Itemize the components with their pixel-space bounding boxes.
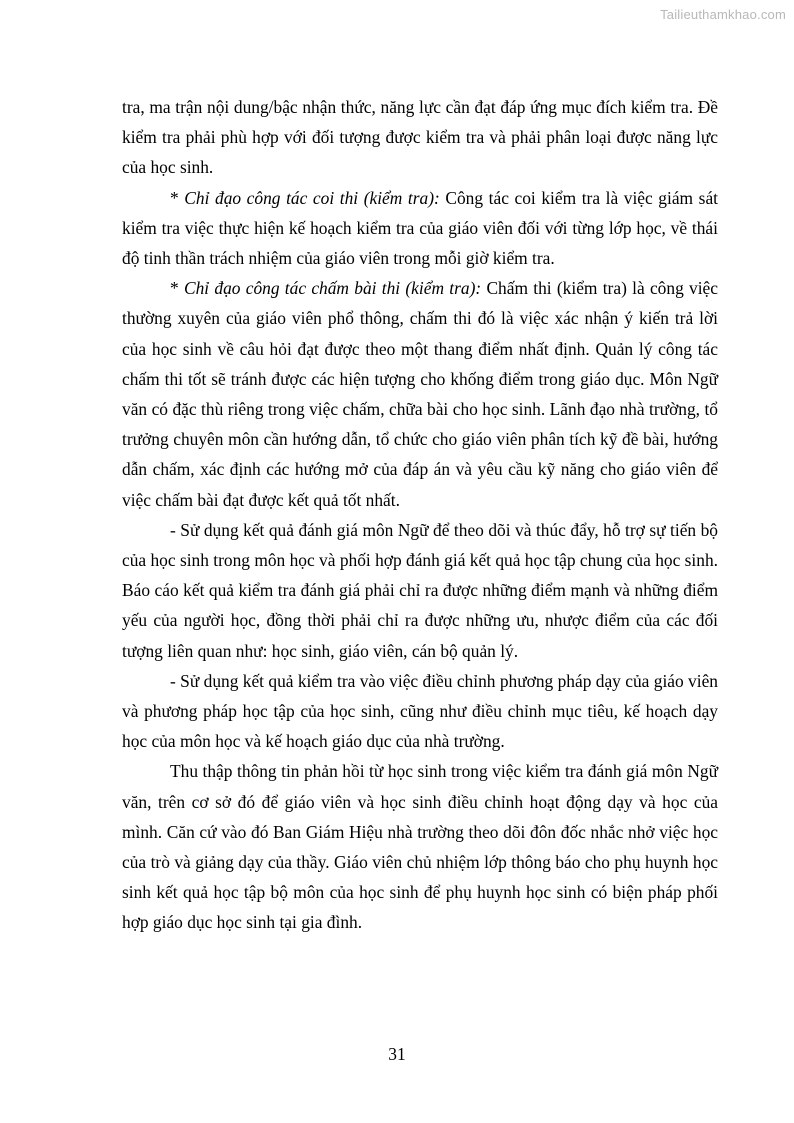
paragraph-continuation: tra, ma trận nội dung/bậc nhận thức, năng lực cần đạt đáp ứng mục đích kiểm tra. Đề kiểm tra phải phù hợp với đối tượng được kiểm tra và phải phân loại được năng lực của học sinh.	[122, 97, 718, 178]
page-number: 31	[388, 1044, 406, 1064]
paragraph-text: Công tác coi kiểm tra là việc giám sát kiểm tra việc thực hiện kế hoạch kiểm tra của giáo viên đối với từng lớp học, về thái độ tinh thần trách nhiệm của giáo viên trong mỗi giờ kiểm tra.	[122, 187, 718, 269]
section-heading-exam-grading: Chỉ đạo công tác chấm bài thi (kiểm tra):	[183, 278, 482, 299]
paragraph-collect-feedback: Thu thập thông tin phản hồi từ học sinh trong việc kiểm tra đánh giá môn Ngữ văn, trên cơ sở đó để giáo viên và học sinh điều chỉnh hoạt động dạy và học của mình. Căn cứ vào đó Ban Giám Hiệu nhà trường theo dõi đôn đốc nhắc nhở việc học của trò và giảng dạy của thầy. Giáo viên chủ nhiệm lớp thông báo cho phụ huynh học sinh kết quả học tập bộ môn của học sinh để phụ huynh học sinh có biện pháp phối hợp giáo dục học sinh tại gia đình.	[122, 761, 718, 933]
bullet-marker: *	[170, 187, 185, 208]
section-heading-exam-supervision: Chỉ đạo công tác coi thi (kiểm tra):	[184, 187, 440, 208]
paragraph-exam-grading	[122, 273, 718, 515]
watermark: Tailieuthamkhao.com	[660, 7, 786, 22]
paragraph-text: Chấm thi (kiểm tra) là công việc thường xuyên của giáo viên phổ thông, chấm thi đó là việc xác nhận ý kiến trả lời của học sinh về câu hỏi đạt được theo một thang điểm nhất định. Quản lý công tác chấm thi tốt sẽ tránh được các hiện tượng cho khống điểm trong giáo dục. Môn Ngữ văn có đặc thù riêng trong việc chấm, chữa bài cho học sinh. Lãnh đạo nhà trường, tổ trưởng chuyên môn cần hướng dẫn, tổ chức cho giáo viên phân tích kỹ đề bài, hướng dẫn chấm, xác định các hướng mở của đáp án và yêu cầu kỹ năng cho giáo viên để việc chấm bài đạt được kết quả tốt nhất.	[122, 278, 718, 510]
paragraph-exam-supervision	[122, 183, 718, 274]
bullet-marker: *	[170, 278, 184, 299]
paragraph-adjust-teaching-methods: - Sử dụng kết quả kiểm tra vào việc điều chỉnh phương pháp dạy của giáo viên và phương pháp học tập của học sinh, cũng như điều chỉnh mục tiêu, kế hoạch dạy học của môn học và kế hoạch giáo dục của nhà trường.	[122, 670, 718, 752]
document-body	[122, 92, 718, 938]
paragraph-use-assessment-results: - Sử dụng kết quả đánh giá môn Ngữ để theo dõi và thúc đẩy, hỗ trợ sự tiến bộ của học sinh trong môn học và phối hợp đánh giá kết quả học tập chung của học sinh. Báo cáo kết quả kiểm tra đánh giá phải chỉ ra được những điểm mạnh và những điểm yếu của người học, đồng thời phải chỉ ra được những ưu, nhược điểm của các đối tượng liên quan như: học sinh, giáo viên, cán bộ quản lý.	[122, 519, 718, 661]
